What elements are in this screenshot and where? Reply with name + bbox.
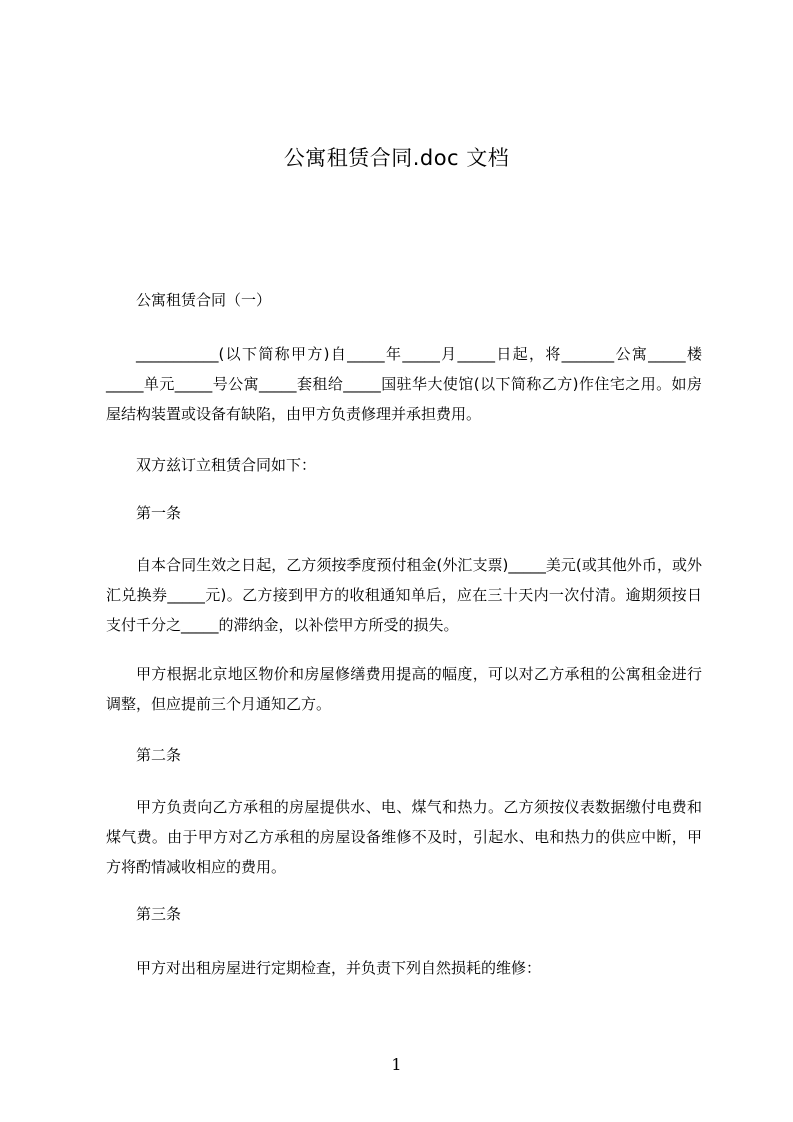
contract-heading: 公寓租赁合同（一）: [136, 291, 272, 309]
article-3-paragraph-1: 甲方对出租房屋进行定期检查，并负责下列自然损耗的维修：: [136, 959, 542, 977]
paragraph-intro: ___________(以下简称甲方)自_____年_____月_____日起，将_______公寓_____楼_____单元_____号公寓_____套租给_____国驻华大使馆(以下简称乙方)作住宅之用。如房屋结构装置或设备有缺陷，由甲方负责修理并承担费用。: [106, 345, 702, 423]
page-number: 1: [391, 1055, 402, 1074]
article-1-paragraph-1: 自本合同生效之日起，乙方须按季度预付租金(外汇支票)_____美元(或其他外币，或外汇兑换券_____元)。乙方接到甲方的收租通知单后，应在三十天内一次付清。逾期须按日支付千分之_____的滞纳金，以补偿甲方所受的损失。: [106, 556, 702, 634]
article-2-paragraph-1: 甲方负责向乙方承租的房屋提供水、电、煤气和热力。乙方须按仪表数据缴付电费和煤气费。由于甲方对乙方承租的房屋设备维修不及时，引起水、电和热力的供应中断，甲方将酌情减收相应的费用。: [106, 798, 702, 876]
article-3-heading: 第三条: [136, 905, 182, 923]
article-1-heading: 第一条: [136, 504, 182, 522]
article-2-heading: 第二条: [136, 746, 182, 764]
document-title: 公寓租赁合同.doc 文档: [283, 146, 510, 170]
article-1-paragraph-2: 甲方根据北京地区物价和房屋修缮费用提高的幅度，可以对乙方承租的公寓租金进行调整，但应提前三个月通知乙方。: [106, 665, 702, 713]
paragraph-agreement: 双方兹订立租赁合同如下：: [136, 456, 317, 474]
